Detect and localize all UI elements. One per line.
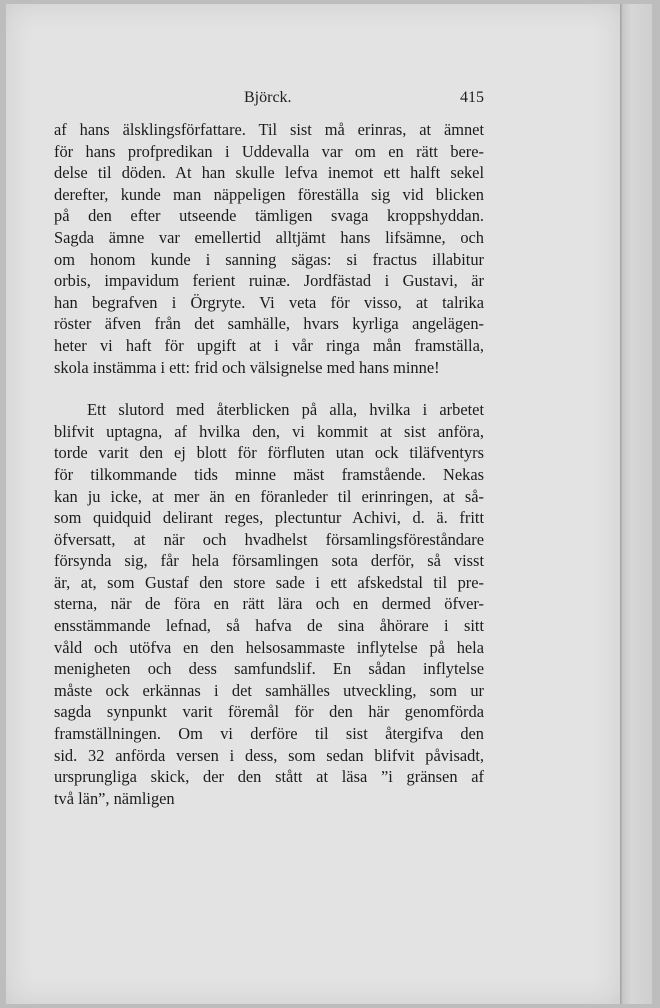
text-line: sagda synpunkt varit föremål för den här genomförda [54, 702, 484, 722]
text-line: Ett slutord med återblicken på alla, hvilka i arbetet [87, 400, 484, 420]
text-line: han begrafven i Örgryte. Vi veta för visso, at talrika [54, 292, 484, 312]
text-line: våld och utöfva en den helsosammaste inflytelse på hela [54, 637, 484, 657]
text-line: derefter, kunde man näppeligen föreställa sig vid blicken [54, 184, 484, 204]
text-line: Sagda ämne var emellertid alltjämt hans lifsämne, och [54, 227, 484, 247]
text-line: för hans profpredikan i Uddevalla var om en rätt bere- [54, 141, 484, 161]
paragraph-1 [54, 119, 484, 378]
text-line: två län”, nämligen [54, 788, 175, 808]
text-line: orbis, impavidum ferient ruinæ. Jordfästad i Gustavi, är [54, 271, 484, 291]
text-line: ursprungliga skick, der den stått at läsa ”i gränsen af [54, 767, 484, 787]
text-line: röster äfven från det samhälle, hvars kyrliga angelägen- [54, 314, 484, 334]
text-line: försynda sig, får hela församlingen sota derför, så visst [54, 551, 484, 571]
text-line: skola instämma i ett: frid och välsignelse med hans minne! [54, 357, 440, 377]
page-edge-shadow [620, 4, 652, 1004]
text-line: af hans älsklingsförfattare. Til sist må erinras, at ämnet [54, 120, 484, 139]
text-line: sid. 32 anförda versen i dess, som sedan blifvit påvisadt, [54, 745, 484, 765]
body-text [54, 119, 484, 809]
text-line: sterna, när de föra en rätt lära och en dermed öfver- [54, 594, 484, 614]
text-line: på den efter utseende tämligen svaga kroppshyddan. [54, 206, 484, 226]
text-line: för tilkommande tids minne mäst framstående. Nekas [54, 464, 484, 484]
page-number: 415 [460, 89, 484, 106]
text-line: öfversatt, at när och hvadhelst församlingsföreståndare [54, 529, 484, 549]
text-line: måste ock erkännas i det samhälles utveckling, som ur [54, 680, 484, 700]
text-line: är, at, som Gustaf den store sade i ett afskedstal til pre- [54, 572, 484, 592]
paragraph-2 [54, 399, 484, 809]
text-line: om honom kunde i sanning sägas: si fractus illabitur [54, 249, 484, 269]
running-head-title: Björck. [244, 89, 292, 106]
text-line: delse til döden. At han skulle lefva inemot ett halft sekel [54, 163, 484, 183]
text-line: menigheten och dess samfundslif. En sådan inflytelse [54, 659, 484, 679]
text-line: heter vi haft för upgift at i vår ringa mån framställa, [54, 335, 484, 355]
text-line: ensstämmande lefnad, så hafva de sina åhörare i sitt [54, 616, 484, 636]
running-head [54, 89, 484, 111]
text-line: framställningen. Om vi derföre til sist återgifva den [54, 724, 484, 744]
text-line: kan ju icke, at mer än en föranleder til erinringen, at så- [54, 486, 484, 506]
text-line: torde varit den ej blott för förfluten utan ock tiläfventyrs [54, 443, 484, 463]
text-line: blifvit uptagna, af hvilka den, vi kommit at sist anföra, [54, 421, 484, 441]
text-line: som quidquid delirant reges, plectuntur Achivi, d. ä. fritt [54, 508, 484, 528]
